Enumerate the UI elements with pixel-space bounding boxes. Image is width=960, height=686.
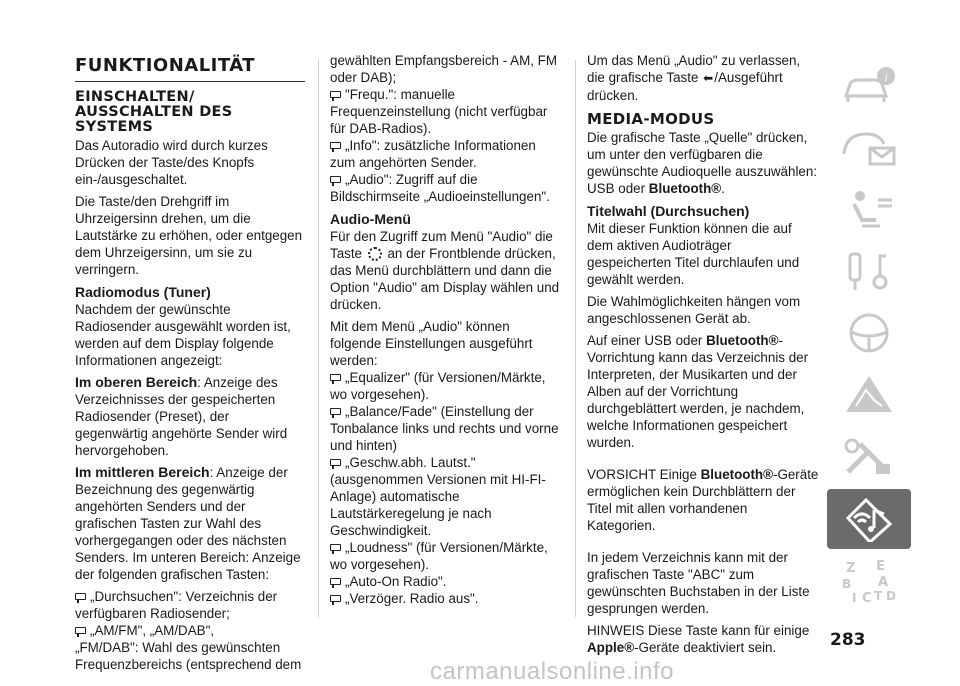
warning-road-icon — [840, 372, 898, 418]
paragraph: Die Taste/den Drehgriff im Uhrzeigersinn drehen, um die Lautstärke zu erhöhen, oder entgegen dem Uhrzeigersinn, um sie zu verringern. — [75, 194, 303, 277]
car-info-icon — [840, 62, 898, 108]
car-bullet-icon — [330, 176, 341, 183]
text-middle: : Anzeige der Bezeichnung des gegenwärtig angehörten Senders und der grafischen Tasten zur Wahl des vorhergegangen oder des nächsten Senders. Im unteren Bereich: Anzeige der folgenden grafischen Tasten: — [75, 465, 301, 582]
svg-text:Z: Z — [846, 561, 856, 576]
paragraph: Auf einer USB oder Bluetooth®- Vorrichtung kann das Verzeichnis der Interpreten, der Musikarten und der Alben auf der Vorrichtung durchgeblättert werden, je nachdem, welche Informationen gespeichert wurden. — [587, 333, 809, 450]
label-middle: Im mittleren Bereich — [75, 464, 210, 480]
column-2 — [330, 52, 562, 607]
paragraph: Mit dem Menü „Audio" können folgende Einstellungen ausgeführt werden: — [330, 319, 533, 368]
heading-radio-mode: Radiomodus (Tuner) — [75, 284, 211, 300]
column-3 — [587, 52, 819, 661]
back-arrow-icon: ⬅ — [703, 71, 714, 85]
steering-wheel-icon — [840, 310, 898, 356]
svg-text:I: I — [852, 591, 857, 604]
column-divider-2 — [575, 60, 576, 617]
bullet: „AM/FM", „AM/DAB", — [75, 622, 305, 639]
car-bullet-icon — [330, 578, 341, 585]
tab-steering[interactable] — [827, 303, 911, 363]
bullet: "Frequ.": manuelle Frequenzeinstellung (nicht verfügbar für DAB-Radios). — [330, 87, 548, 136]
paragraph: VORSICHT Einige Bluetooth®-Geräte ermöglichen kein Durchblättern der Titel mit allen vorhandenen Kategorien. — [587, 467, 819, 533]
svg-text:E: E — [876, 559, 885, 574]
watermark: carmanualsonline.info — [430, 658, 674, 685]
bullet: „Info": zusätzliche Informationen zum angehörten Sender. — [330, 138, 536, 170]
index-letters-icon — [840, 558, 898, 604]
column-1 — [75, 56, 305, 673]
tab-maintenance[interactable] — [827, 427, 911, 487]
multimedia-icon — [840, 496, 898, 542]
bullet: „Equalizer" (für Versionen/Märkte, wo vorgesehen). — [330, 370, 546, 402]
bullet: „Audio": Zugriff auf die Bildschirmseite „Audioeinstellungen". — [330, 172, 550, 204]
airbag-icon — [840, 186, 898, 232]
paragraph: Für den Zugriff zum Menü "Audio" die Taste an der Frontblende drücken, das Menü durchblättern und dann die Option "Audio" am Display wählen und drücken. — [330, 229, 560, 312]
paragraph: Die grafische Taste „Quelle" drücken, um unter den verfügbaren die gewünschte Audioquelle auszuwählen: USB oder Bluetooth®. — [587, 130, 818, 196]
bullet: „Durchsuchen": Verzeichnis der verfügbaren Radiosender; — [75, 589, 278, 621]
paragraph: In jedem Verzeichnis kann mit der grafischen Taste "ABC" zum gewünschten Buchstaben in der Liste gesprungen werden. — [587, 550, 810, 616]
car-bullet-icon — [75, 627, 86, 634]
key-icon — [840, 248, 898, 294]
tab-dashboard[interactable] — [827, 117, 911, 177]
paragraph: Mit dieser Funktion können die auf dem aktiven Audioträger gespeicherten Titel durchlaufen und gewählt werden. — [587, 221, 800, 287]
page-number: 283 — [830, 630, 866, 650]
tab-emergency[interactable] — [827, 365, 911, 425]
svg-text:B: B — [842, 577, 852, 591]
tab-starting[interactable] — [827, 241, 911, 301]
tab-safety[interactable] — [827, 179, 911, 239]
car-bullet-icon — [330, 459, 341, 466]
paragraph: gewählten Empfangsbereich - AM, FM oder DAB); — [330, 53, 557, 85]
svg-text:T: T — [874, 589, 883, 603]
car-bullet-icon — [330, 142, 341, 149]
car-bullet-icon — [75, 593, 86, 600]
bullet: „Balance/Fade" (Einstellung der Tonbalance links und rechts und vorne und hinten) — [330, 404, 559, 453]
svg-text:C: C — [862, 591, 872, 604]
tab-car-info[interactable] — [827, 55, 911, 115]
svg-text:A: A — [878, 575, 889, 590]
service-tools-icon — [840, 434, 898, 480]
tab-multimedia[interactable] — [827, 489, 911, 549]
paragraph: Das Autoradio wird durch kurzes Drücken der Taste/des Knopfs ein-/ausgeschaltet. — [75, 138, 268, 187]
car-bullet-icon — [330, 91, 341, 98]
heading-title-selection: Titelwahl (Durchsuchen) — [587, 203, 750, 219]
media-mode-title: MEDIA-MODUS — [587, 110, 715, 128]
car-bullet-icon — [330, 544, 341, 551]
subsection-title: EINSCHALTEN/ AUSSCHALTEN DES SYSTEMS — [75, 89, 233, 135]
bullet: „Geschw.abh. Lautst." (ausgenommen Versionen mit HI-FI-Anlage) automatische Lautstärkeregelung je nach Geschwindigkeit. — [330, 455, 546, 538]
settings-knob-icon — [368, 247, 382, 261]
bullet: „Auto-On Radio". — [330, 573, 562, 590]
heading-audio-menu: Audio-Menü — [330, 211, 411, 227]
column-divider-1 — [318, 60, 319, 617]
car-bullet-icon — [330, 595, 341, 602]
svg-text:i: i — [884, 70, 888, 84]
bullet: „Loudness" (für Versionen/Märkte, wo vorgesehen). — [330, 540, 548, 572]
car-bullet-icon — [330, 408, 341, 415]
bullet: „Verzöger. Radio aus". — [330, 590, 562, 607]
paragraph: Nachdem der gewünschte Radiosender ausgewählt worden ist, werden auf dem Display folgende Informationen angezeigt: — [75, 302, 291, 368]
title-rule — [75, 81, 305, 82]
paragraph: Die Wahlmöglichkeiten hängen vom angeschlossenen Gerät ab. — [587, 294, 801, 326]
paragraph: HINWEIS Diese Taste kann für einige Apple®-Geräte deaktiviert sein. — [587, 623, 810, 655]
car-bullet-icon — [330, 374, 341, 381]
tab-index[interactable] — [827, 551, 911, 611]
dashboard-mail-icon — [840, 124, 898, 170]
svg-text:D: D — [886, 589, 896, 603]
chapter-tabs — [827, 55, 911, 613]
text-upper: : Anzeige des Verzeichnisses der gespeicherten Radiosender (Preset), der gegenwärtig angehörte Sender wird hervorgehoben. — [75, 375, 288, 458]
bullet-cont: „FM/DAB": Wahl des gewünschten Frequenzbereichs (entsprechend dem — [75, 640, 302, 672]
paragraph-upper — [75, 374, 305, 459]
paragraph-middle — [75, 464, 305, 583]
paragraph: Um das Menü „Audio" zu verlassen, die grafische Taste ⬅/Ausgeführt drücken. — [587, 53, 801, 103]
section-title: FUNKTIONALITÄT — [75, 55, 256, 76]
label-upper: Im oberen Bereich — [75, 374, 198, 390]
